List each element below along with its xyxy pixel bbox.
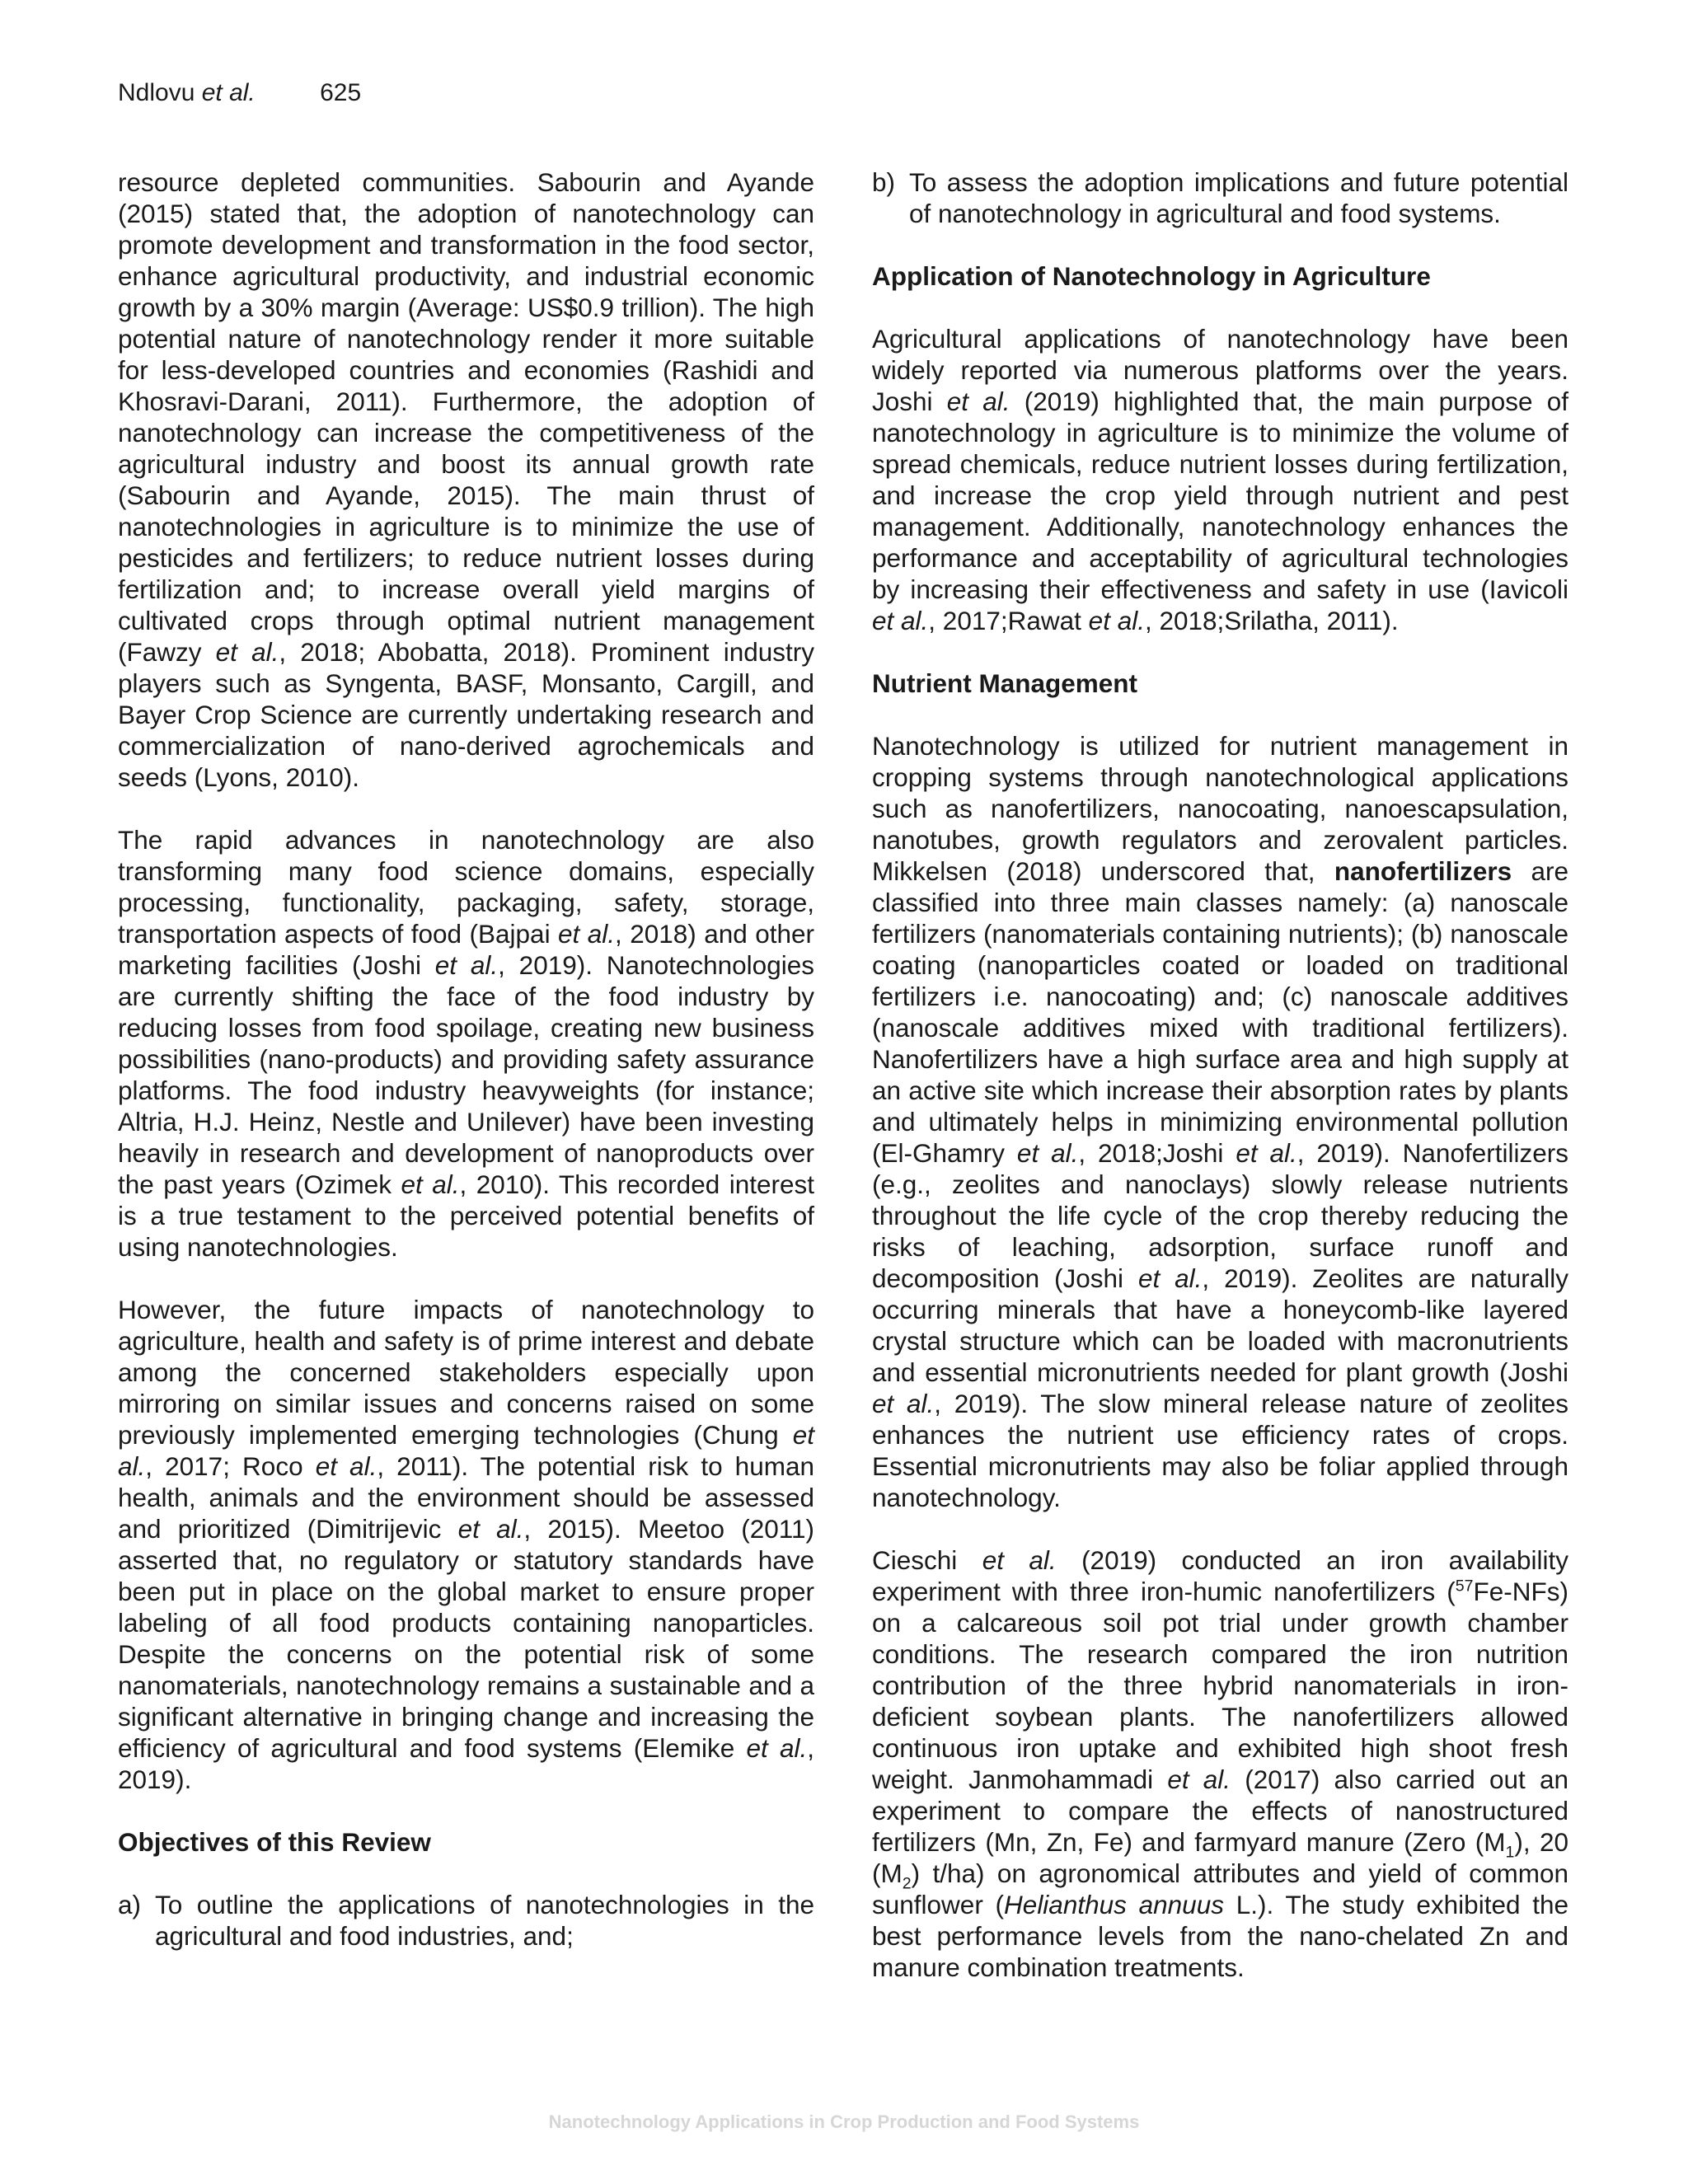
text-run: , 2019). Zeolites are naturally occurring minerals that have a honeycomb-like layered crystal structure which can be loaded with macronutrients and essential micronutrients needed for plant growth (Joshi — [872, 1263, 1568, 1387]
objective-text: To assess the adoption implications and future potential of nanotechnology in agricultural and food systems. — [909, 167, 1568, 228]
italic-run: et al. — [434, 950, 499, 980]
bold-run: nanofertilizers — [1334, 856, 1512, 886]
italic-run: et al. — [872, 1389, 935, 1418]
italic-run: et al. — [1016, 1138, 1079, 1168]
running-footer: Nanotechnology Applications in Crop Production and Food Systems — [548, 2111, 1140, 2132]
text-run: , 2018;Joshi — [1078, 1138, 1236, 1168]
text-run: (2017) also carried out an experiment to compare the effects of nanostructured fertilizers (Mn, Zn, Fe) and farmyard manure (Zero (M — [872, 1765, 1568, 1857]
subscript-run: 1 — [1505, 1843, 1515, 1862]
text-run: , 2017; Roco — [145, 1451, 316, 1481]
text-run: , 2011). The potential risk to human health, animals and the environment should be assessed and prioritized (Dimitrijevic — [118, 1451, 814, 1544]
text-run: , 2018; Abobatta, 2018). Prominent industry players such as Syngenta, BASF, Monsanto, Cargill, and Bayer Crop Science are currently undertaking research and commercialization of nano-derived agrochemicals and seeds (Lyons, 2010). — [118, 637, 815, 792]
paragraph — [872, 323, 1568, 636]
text-run: , 2018) and other marketing facilities (Joshi — [118, 919, 814, 980]
section-heading-objectives: Objectives of this Review — [118, 1827, 431, 1857]
text-run: , 2010). This recorded interest is a true testament to the perceived potential benefits of using nanotechnologies. — [118, 1169, 814, 1262]
header-etal: et al. — [195, 79, 256, 106]
text-run: Agricultural applications of nanotechnology have been widely reported via numerous platforms over the years. Joshi — [872, 324, 1568, 416]
text-run: , 2015). Meetoo (2011) asserted that, no regulatory or statutory standards have been put in place on the global market to ensure proper labeling of all food products containing nanoparticles. Despite the concerns on the potential risk of some nanomaterials, nanotechnology remains a sustainable and a significant alternative in bringing change and increasing the efficiency of agricultural and food systems (Elemike — [118, 1514, 814, 1763]
text-run: (2019) conducted an iron availability experiment with three iron-humic nanofertilizers ( — [872, 1545, 1568, 1606]
text-run: , 2019). Nanofertilizers (e.g., zeolites and nanoclays) slowly release nutrients throughout the life cycle of the crop thereby reducing the risks of leaching, adsorption, surface runoff and decomposition (Joshi — [872, 1138, 1568, 1293]
italic-run: et al. — [746, 1733, 808, 1763]
text-run: The rapid advances in nanotechnology are also transforming many food science domains, especially processing, functionality, packaging, safety, storage, transportation aspects of food (Bajpai — [118, 825, 814, 949]
running-header — [118, 79, 361, 107]
text-run: Fe-NFs) on a calcareous soil pot trial under growth chamber conditions. The research compared the iron nutrition contribution of the three hybrid nanomaterials in iron-deficient soybean plants. The nanofertilizers allowed continuous iron uptake and exhibited high shoot fresh weight. Janmohammadi — [872, 1577, 1568, 1794]
italic-run: et al. — [315, 1451, 377, 1481]
section-heading-nutrient: Nutrient Management — [872, 668, 1138, 698]
text-run: Nanotechnology is utilized for nutrient management in cropping systems through nanotechnological applications such as nanofertilizers, nanocoating, nanoescapsulation, nanotubes, growth regulators and zerovalent particles. Mikkelsen (2018) underscored that, — [872, 731, 1568, 886]
italic-run: et al. — [982, 1545, 1057, 1575]
italic-run: et al. — [457, 1514, 524, 1544]
text-run: , 2018;Srilatha, 2011). — [1144, 606, 1399, 635]
text-run: L.). The study exhibited the best performance levels from the nano-chelated Zn and manure combination treatments. — [872, 1890, 1569, 1982]
text-run: (2019) highlighted that, the main purpose of nanotechnology in agriculture is to minimize the volume of spread chemicals, reduce nutrient losses during fertilization, and increase the crop yield through nutrient and pest management. Additionally, nanotechnology enhances the performance and acceptability of agricultural technologies by increasing their effectiveness and safety in use (Iavicoli — [872, 387, 1568, 604]
list-marker: b) — [872, 167, 896, 197]
italic-run: et al. — [1088, 606, 1145, 635]
text-run: ), 20 (M — [872, 1827, 1569, 1888]
italic-run: et al. — [1137, 1263, 1203, 1293]
italic-run: et al. — [215, 637, 279, 667]
italic-run: et al. — [401, 1169, 460, 1199]
text-run: ) t/ha) on agronomical attributes and yield of common sunflower ( — [872, 1858, 1568, 1919]
objective-item-a — [118, 1889, 814, 1952]
page-number: 625 — [320, 79, 362, 106]
header-authors: Ndlovu — [118, 79, 195, 106]
paragraph — [118, 824, 814, 1263]
superscript-run: 57 — [1455, 1577, 1474, 1596]
paragraph — [872, 1544, 1568, 1983]
objective-text: To outline the applications of nanotechnologies in the agricultural and food industries, and; — [155, 1890, 814, 1951]
text-run: , 2019). — [118, 1733, 814, 1794]
text-run: , 2019). The slow mineral release nature of zeolites enhances the nutrient use efficiency rates of crops. Essential micronutrients may also be foliar applied through nanotechnology. — [872, 1389, 1568, 1512]
text-run: resource depleted communities. Sabourin and Ayande (2015) stated that, the adoption of nanotechnology can promote development and transformation in the food sector, enhance agricultural productivity, and industrial economic growth by a 30% margin (Average: US$0.9 trillion). The high potential nature of nanotechnology render it more suitable for less-developed countries and economies (Rashidi and Khosravi-Darani, 2011). Furthermore, the adoption of nanotechnology can increase the competitiveness of the agricultural industry and boost its annual growth rate (Sabourin and Ayande, 2015). The main thrust of nanotechnologies in agriculture is to minimize the use of pesticides and fertilizers; to reduce nutrient losses during fertilization and; to increase overall yield margins of cultivated crops through optimal nutrient management (Fawzy — [118, 167, 814, 667]
left-column — [118, 166, 814, 1952]
paragraph — [118, 1294, 814, 1795]
italic-run: et al. — [946, 387, 1010, 416]
list-marker: a) — [118, 1890, 142, 1919]
text-run: , 2019). Nanotechnologies are currently shifting the face of the food industry by reducing losses from food spoilage, creating new business possibilities (nano-products) and providing safety assurance platforms. The food industry heavyweights (for instance; Altria, H.J. Heinz, Nestle and Unilever) have been investing heavily in research and development of nanoproducts over the past years (Ozimek — [118, 950, 814, 1199]
italic-run: Helianthus annuus — [1004, 1890, 1224, 1919]
paragraph — [872, 730, 1568, 1513]
subscript-run: 2 — [902, 1874, 912, 1893]
text-run: are classified into three main classes namely: (a) nanoscale fertilizers (nanomaterials containing nutrients); (b) nanoscale coating (nanoparticles coated or loaded on traditional fertilizers i.e. nanocoating) and; (c) nanoscale additives (nanoscale additives mixed with traditional fertilizers). Nanofertilizers have a high surface area and high supply at an active site which increase their absorption rates by plants and ultimately helps in minimizing environmental pollution (El-Ghamry — [872, 856, 1568, 1168]
italic-run: et al. — [872, 606, 929, 635]
objective-item-b — [872, 166, 1568, 229]
text-run: , 2017;Rawat — [928, 606, 1089, 635]
right-column — [872, 166, 1568, 1983]
section-heading-application: Application of Nanotechnology in Agriculture — [872, 261, 1431, 291]
italic-run: et al. — [1167, 1765, 1231, 1794]
paragraph — [118, 166, 814, 793]
italic-run: et al. — [118, 1420, 814, 1481]
text-run: However, the future impacts of nanotechnology to agriculture, health and safety is of prime interest and debate among the concerned stakeholders especially upon mirroring on similar issues and concerns raised on some previously implemented emerging technologies (Chung — [118, 1295, 814, 1450]
text-run: Cieschi — [872, 1545, 982, 1575]
italic-run: et al. — [1236, 1138, 1297, 1168]
italic-run: et al. — [558, 919, 615, 949]
